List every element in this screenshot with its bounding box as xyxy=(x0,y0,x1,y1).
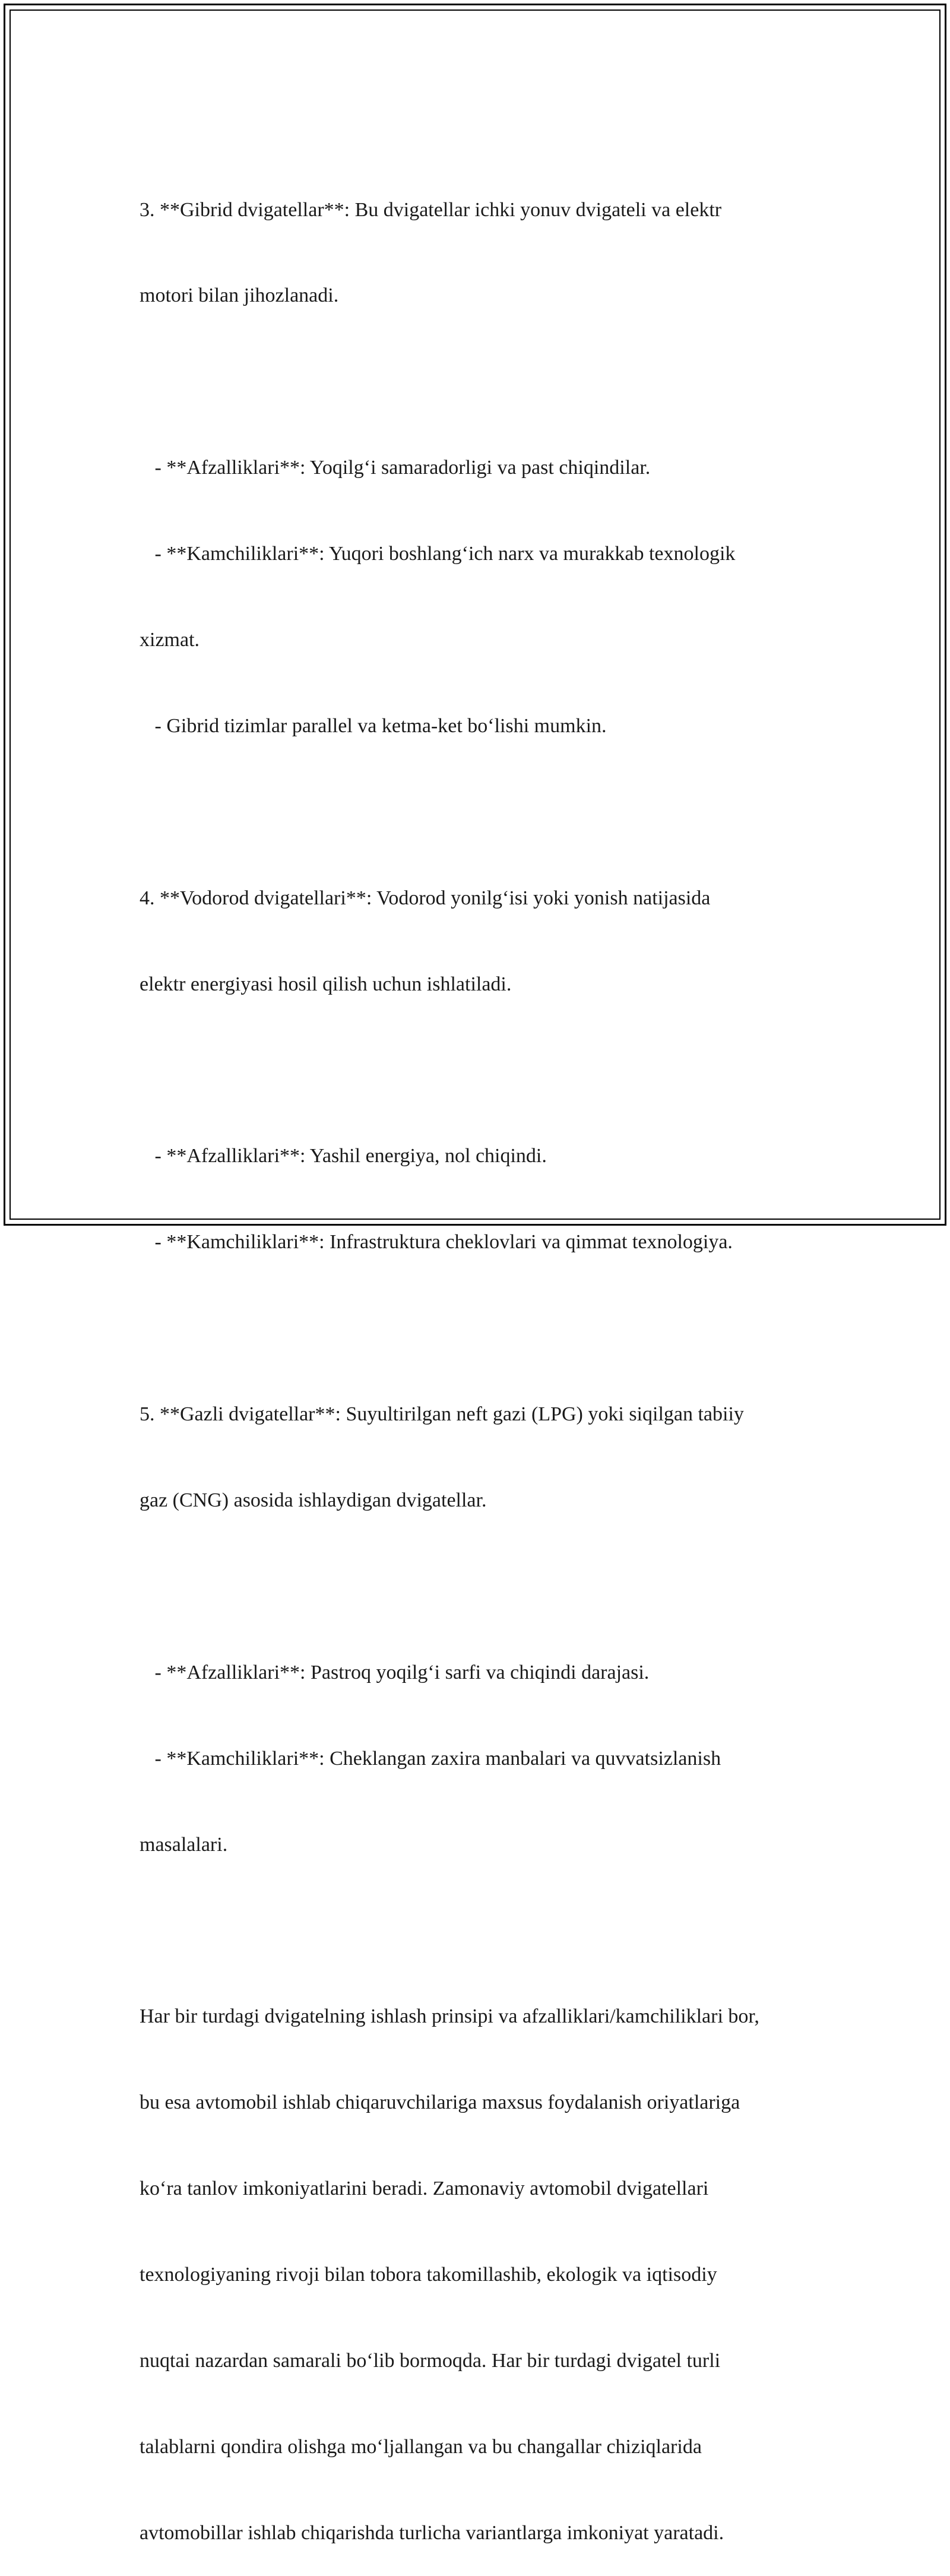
document-body xyxy=(140,138,813,2576)
blank-line xyxy=(140,1056,813,1085)
text-line: 5. **Gazli dvigatellar**: Suyultirilgan neft gazi (LPG) yoki siqilgan tabiiy xyxy=(140,1403,744,1426)
text-line: Har bir turdagi dvigatelning ishlash prinsipi va afzalliklari/kamchiliklari bor, xyxy=(140,2005,759,2028)
text-line: masalalari. xyxy=(140,1833,228,1856)
text-line: gaz (CNG) asosida ishlaydigan dvigatellar. xyxy=(140,1489,487,1511)
text-line: ko‘ra tanlov imkoniyatlarini beradi. Zamonaviy avtomobil dvigatellari xyxy=(140,2178,709,2200)
text-line: - **Afzalliklari**: Yoqilg‘i samaradorligi va past chiqindilar. xyxy=(140,457,651,479)
text-line: - **Afzalliklari**: Yashil energiya, nol chiqindi. xyxy=(140,1145,547,1167)
text-line: 3. **Gibrid dvigatellar**: Bu dvigatellar ichki yonuv dvigateli va elektr xyxy=(140,198,722,221)
text-line: talablarni qondira olishga mo‘ljallangan va bu changallar chiziqlarida xyxy=(140,2435,702,2458)
text-line: - **Kamchiliklari**: Cheklangan zaxira manbalari va quvvatsizlanish xyxy=(140,1747,721,1770)
text-line: - **Kamchiliklari**: Infrastruktura cheklovlari va qimmat texnologiya. xyxy=(140,1231,733,1254)
text-line: texnologiyaning rivoji bilan tobora takomillashib, ekologik va iqtisodiy xyxy=(140,2263,717,2286)
text-line: bu esa avtomobil ishlab chiqaruvchilariga maxsus foydalanish oriyatlariga xyxy=(140,2091,740,2114)
blank-line xyxy=(140,1314,813,1343)
blank-line xyxy=(140,1916,813,1945)
blank-line xyxy=(140,368,813,396)
text-line: - Gibrid tizimlar parallel va ketma-ket bo‘lishi mumkin. xyxy=(140,714,607,737)
text-line: xizmat. xyxy=(140,629,200,651)
blank-line xyxy=(140,1572,813,1601)
text-line: nuqtai nazardan samarali bo‘lib bormoqda. Har bir turdagi dvigatel turli xyxy=(140,2349,721,2372)
text-line: - **Kamchiliklari**: Yuqori boshlang‘ich narx va murakkab texnologik xyxy=(140,543,736,565)
text-line: 4. **Vodorod dvigatellari**: Vodorod yonilg‘isi yoki yonish natijasida xyxy=(140,887,711,909)
text-line: - **Afzalliklari**: Pastroq yoqilg‘i sarfi va chiqindi darajasi. xyxy=(140,1661,650,1683)
blank-line xyxy=(140,798,813,827)
text-line: elektr energiyasi hosil qilish uchun ishlatiladi. xyxy=(140,973,512,995)
text-line: avtomobillar ishlab chiqarishda turlicha variantlarga imkoniyat yaratadi. xyxy=(140,2521,724,2544)
text-line: motori bilan jihozlanadi. xyxy=(140,284,339,307)
